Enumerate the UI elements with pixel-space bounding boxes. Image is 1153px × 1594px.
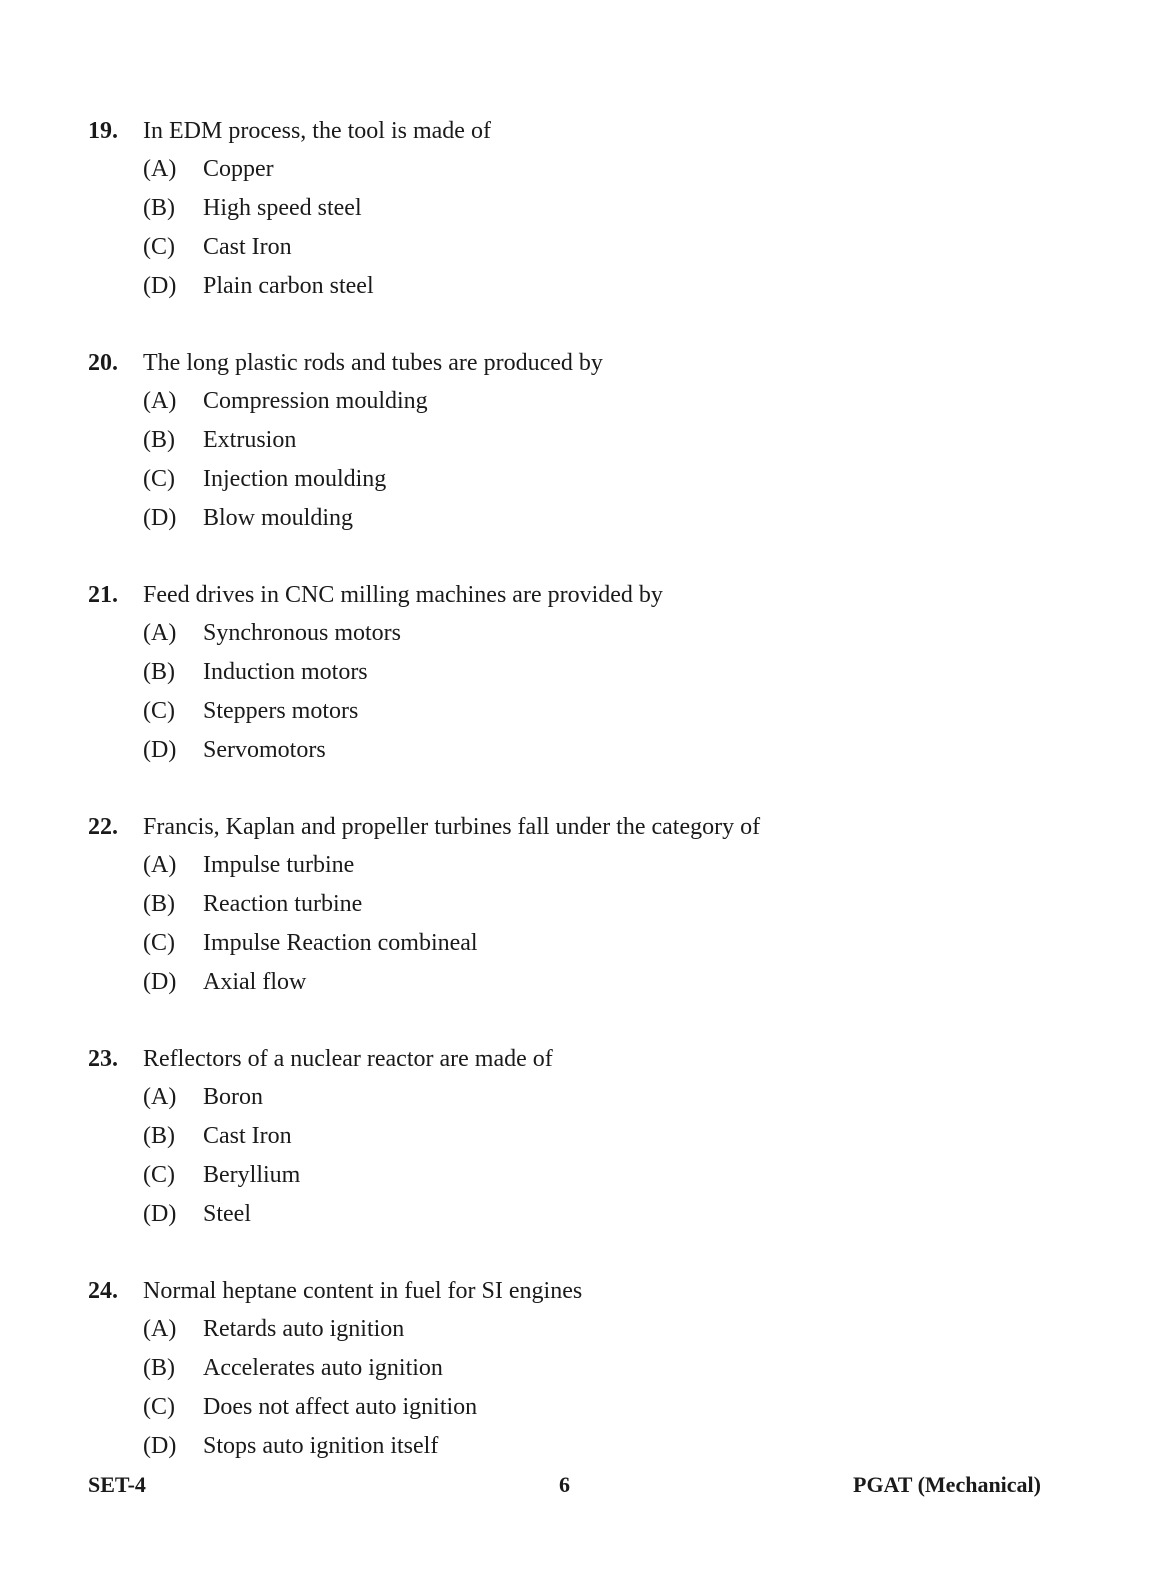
question-24	[88, 1278, 1088, 1472]
option-label: (A)	[143, 1084, 177, 1110]
option-text: Steel	[203, 1201, 251, 1227]
question-line	[88, 350, 1088, 388]
option-d	[88, 1201, 1088, 1240]
option-text: Axial flow	[203, 969, 307, 995]
option-c	[88, 1162, 1088, 1201]
option-text: Steppers motors	[203, 698, 359, 724]
question-line	[88, 118, 1088, 156]
option-label: (A)	[143, 156, 177, 182]
option-label: (D)	[143, 505, 177, 531]
question-number: 19.	[88, 118, 118, 144]
question-22	[88, 814, 1088, 1008]
question-line	[88, 814, 1088, 852]
question-line	[88, 1046, 1088, 1084]
option-text: Induction motors	[203, 659, 368, 685]
option-text: Retards auto ignition	[203, 1316, 405, 1342]
option-text: High speed steel	[203, 195, 362, 221]
option-b	[88, 195, 1088, 234]
option-label: (C)	[143, 1394, 175, 1420]
option-d	[88, 969, 1088, 1008]
option-label: (C)	[143, 466, 175, 492]
option-d	[88, 273, 1088, 312]
option-a	[88, 1316, 1088, 1355]
option-b	[88, 427, 1088, 466]
option-text: Cast Iron	[203, 234, 292, 260]
option-label: (B)	[143, 195, 175, 221]
option-text: Servomotors	[203, 737, 326, 763]
question-text: The long plastic rods and tubes are produced by	[143, 350, 603, 376]
option-text: Compression moulding	[203, 388, 428, 414]
page-footer	[88, 1472, 1041, 1502]
option-d	[88, 1433, 1088, 1472]
option-label: (C)	[143, 698, 175, 724]
option-label: (A)	[143, 388, 177, 414]
question-number: 24.	[88, 1278, 118, 1304]
question-number: 20.	[88, 350, 118, 376]
question-line	[88, 1278, 1088, 1316]
option-a	[88, 1084, 1088, 1123]
question-number: 22.	[88, 814, 118, 840]
option-label: (D)	[143, 737, 177, 763]
option-text: Impulse Reaction combineal	[203, 930, 478, 956]
option-a	[88, 388, 1088, 427]
option-label: (A)	[143, 852, 177, 878]
option-d	[88, 505, 1088, 544]
option-text: Cast Iron	[203, 1123, 292, 1149]
option-label: (D)	[143, 273, 177, 299]
question-number: 21.	[88, 582, 118, 608]
page-number: 6	[559, 1472, 570, 1497]
question-line	[88, 582, 1088, 620]
option-label: (B)	[143, 891, 175, 917]
option-label: (B)	[143, 427, 175, 453]
option-b	[88, 1123, 1088, 1162]
option-b	[88, 891, 1088, 930]
option-label: (B)	[143, 1123, 175, 1149]
option-label: (C)	[143, 1162, 175, 1188]
option-label: (D)	[143, 1201, 177, 1227]
option-text: Plain carbon steel	[203, 273, 374, 299]
question-text: Normal heptane content in fuel for SI engines	[143, 1278, 583, 1304]
option-a	[88, 156, 1088, 195]
option-text: Impulse turbine	[203, 852, 355, 878]
question-19	[88, 118, 1088, 312]
option-c	[88, 930, 1088, 969]
option-d	[88, 737, 1088, 776]
option-c	[88, 234, 1088, 273]
set-label: SET-4	[88, 1472, 146, 1497]
option-c	[88, 698, 1088, 737]
option-label: (B)	[143, 1355, 175, 1381]
option-a	[88, 620, 1088, 659]
option-text: Accelerates auto ignition	[203, 1355, 443, 1381]
option-label: (C)	[143, 234, 175, 260]
option-c	[88, 466, 1088, 505]
question-text: Feed drives in CNC milling machines are provided by	[143, 582, 663, 608]
option-text: Boron	[203, 1084, 263, 1110]
option-c	[88, 1394, 1088, 1433]
question-23	[88, 1046, 1088, 1240]
option-text: Extrusion	[203, 427, 297, 453]
option-label: (A)	[143, 1316, 177, 1342]
question-text: Reflectors of a nuclear reactor are made of	[143, 1046, 553, 1072]
option-label: (C)	[143, 930, 175, 956]
question-text: In EDM process, the tool is made of	[143, 118, 491, 144]
option-b	[88, 1355, 1088, 1394]
option-text: Does not affect auto ignition	[203, 1394, 478, 1420]
option-label: (A)	[143, 620, 177, 646]
option-label: (B)	[143, 659, 175, 685]
option-text: Stops auto ignition itself	[203, 1433, 439, 1459]
question-text: Francis, Kaplan and propeller turbines fall under the category of	[143, 814, 761, 840]
option-a	[88, 852, 1088, 891]
option-b	[88, 659, 1088, 698]
option-text: Blow moulding	[203, 505, 354, 531]
question-21	[88, 582, 1088, 776]
option-label: (D)	[143, 1433, 177, 1459]
option-text: Reaction turbine	[203, 891, 363, 917]
option-text: Beryllium	[203, 1162, 301, 1188]
option-label: (D)	[143, 969, 177, 995]
option-text: Synchronous motors	[203, 620, 401, 646]
question-20	[88, 350, 1088, 544]
option-text: Injection moulding	[203, 466, 387, 492]
option-text: Copper	[203, 156, 274, 182]
paper-title: PGAT (Mechanical)	[853, 1472, 1041, 1497]
question-number: 23.	[88, 1046, 118, 1072]
